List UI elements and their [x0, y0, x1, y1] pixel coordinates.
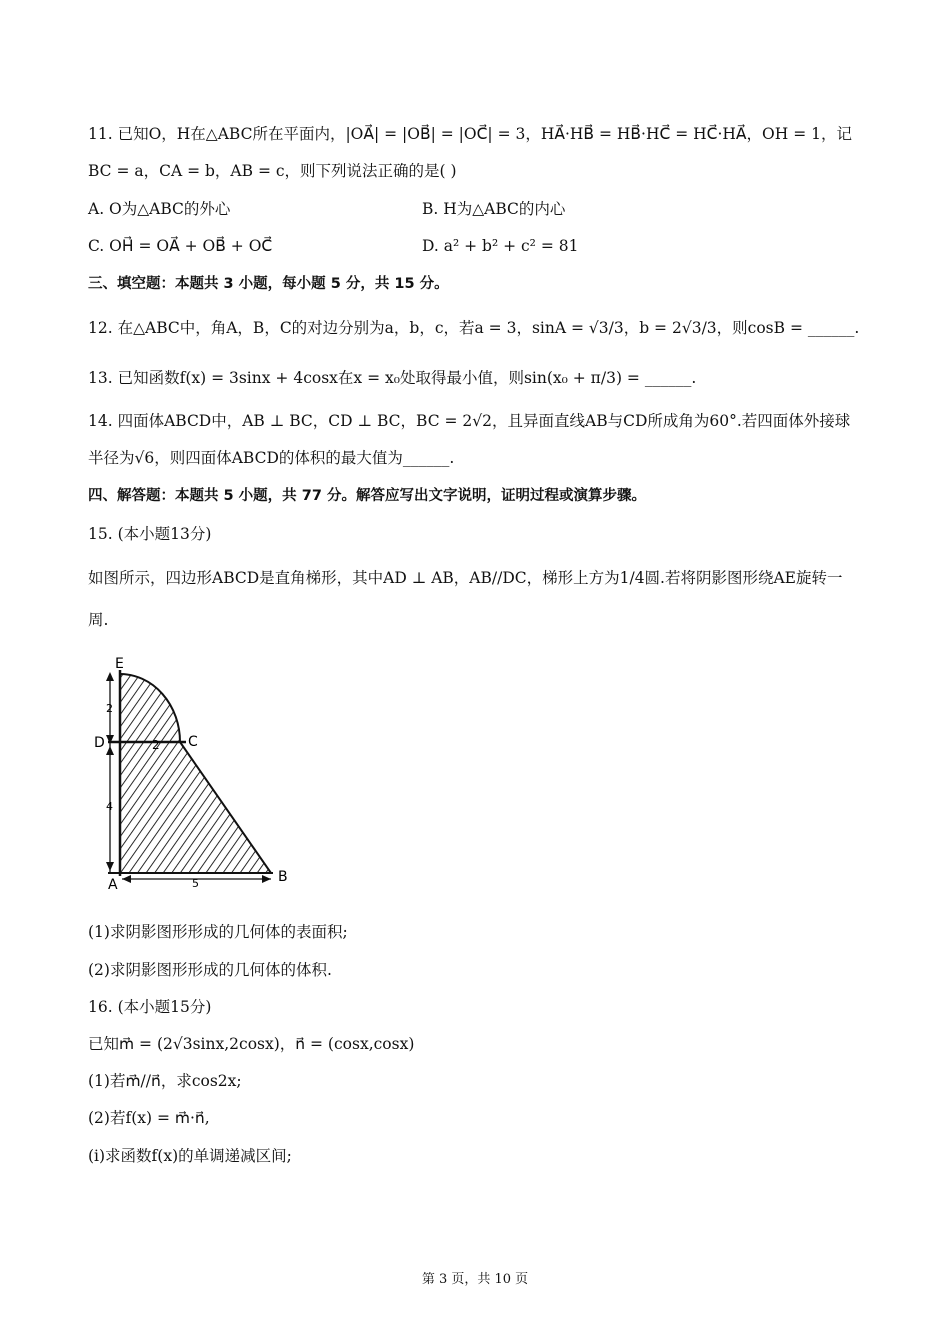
point-b-label: B	[278, 869, 288, 885]
point-e-label: E	[115, 656, 124, 672]
q16-header: 16. (本小题15分)	[88, 998, 212, 1016]
q15-header: 15. (本小题13分)	[88, 525, 212, 543]
q11-option-b: B. H为△ABC的内心	[422, 200, 566, 218]
section-3-heading: 三、填空题：本题共 3 小题，每小题 5 分，共 15 分。	[88, 276, 449, 292]
trapezoid-quarter-circle-figure	[88, 650, 308, 890]
shaded-region	[120, 674, 271, 873]
dim-ad-label: 4	[106, 800, 113, 813]
dim-ab-label: 5	[192, 877, 199, 890]
q16-part2i: (i)求函数f(x)的单调递减区间;	[88, 1147, 292, 1165]
q11-line2: BC = a，CA = b，AB = c，则下列说法正确的是( )	[88, 162, 457, 180]
q16-part1: (1)若m⃗//n⃗，求cos2x;	[88, 1072, 242, 1090]
dim-ed-label: 2	[106, 702, 113, 715]
section-4-heading: 四、解答题：本题共 5 小题，共 77 分。解答应写出文字说明，证明过程或演算步骤。	[88, 488, 646, 504]
q13: 13. 已知函数f(x) = 3sinx + 4cosx在x = x₀处取得最小值，则sin(x₀ + π/3) = ______.	[88, 369, 697, 387]
q15-line2: 周.	[88, 611, 109, 629]
q16-part2: (2)若f(x) = m⃗·n⃗,	[88, 1109, 210, 1127]
q11-option-d: D. a² + b² + c² = 81	[422, 237, 579, 255]
q12: 12. 在△ABC中，角A，B，C的对边分别为a，b，c，若a = 3，sinA = √3/3，b = 2√3/3，则cosB = ______.	[88, 319, 860, 337]
q15-line1: 如图所示，四边形ABCD是直角梯形，其中AD ⊥ AB，AB//DC，梯形上方为1/4圆.若将阴影图形绕AE旋转一	[88, 569, 843, 587]
q14-line2: 半径为√6，则四面体ABCD的体积的最大值为______.	[88, 449, 455, 467]
q11-option-c: C. OH⃗ = OA⃗ + OB⃗ + OC⃗	[88, 237, 273, 255]
point-a-label: A	[108, 877, 118, 890]
q15-part1: (1)求阴影图形形成的几何体的表面积;	[88, 923, 348, 941]
dim-dc-label: 2	[152, 738, 160, 752]
page-footer: 第 3 页，共 10 页	[421, 1272, 529, 1287]
q11-option-a: A. O为△ABC的外心	[88, 200, 231, 218]
point-d-label: D	[94, 735, 105, 751]
q14-line1: 14. 四面体ABCD中，AB ⊥ BC，CD ⊥ BC，BC = 2√2，且异面直线AB与CD所成角为60°.若四面体外接球	[88, 412, 851, 430]
q11-line1: 11. 已知O，H在△ABC所在平面内，|OA⃗| = |OB⃗| = |OC⃗| = 3，HA⃗·HB⃗ = HB⃗·HC⃗ = HC⃗·HA⃗，OH = 1，记	[88, 125, 852, 143]
point-c-label: C	[188, 734, 198, 750]
q16-given: 已知m⃗ = (2√3sinx,2cosx)，n⃗ = (cosx,cosx)	[88, 1035, 415, 1053]
q15-part2: (2)求阴影图形形成的几何体的体积.	[88, 961, 332, 979]
